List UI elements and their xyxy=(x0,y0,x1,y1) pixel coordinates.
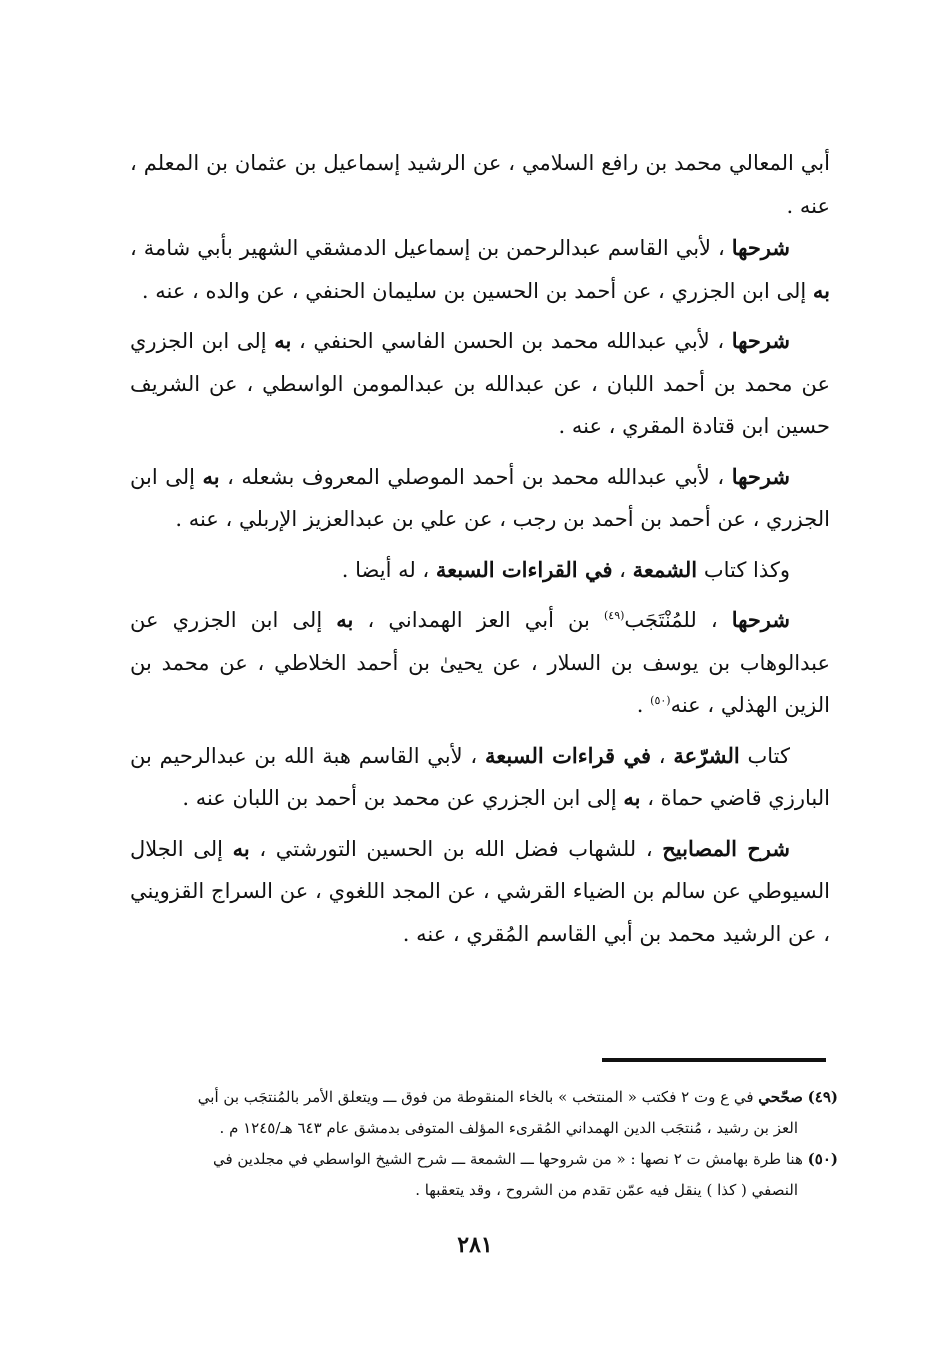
paragraph xyxy=(130,735,830,820)
footnote xyxy=(130,1082,838,1113)
text-run: وكذا كتاب xyxy=(697,557,790,582)
footnote-number: (٥٠) xyxy=(807,1150,838,1168)
text-run: ، لأبي عبدالله محمد بن أحمد الموصلي المعروف بشعله ، xyxy=(219,464,732,489)
bold-term: شرحها xyxy=(731,235,790,260)
footnotes xyxy=(130,1082,838,1206)
footnote-continuation: النصفي ( كذا ) ينقل فيه عمّن تقدم من الشروح ، وقد يتعقبها . xyxy=(415,1181,798,1199)
bold-term: به xyxy=(274,328,292,353)
text-run: كتاب xyxy=(739,743,790,768)
bold-term: به xyxy=(202,463,220,489)
bold-term: شرح المصابيح xyxy=(662,835,790,861)
paragraph xyxy=(130,828,830,956)
text-run: أبي المعالي محمد بن رافع السلامي ، عن الرشيد إسماعيل بن عثمان بن المعلم ، عنه . xyxy=(130,151,830,218)
bold-term: به xyxy=(812,277,830,303)
bold-term: به xyxy=(336,607,354,632)
text-run: . xyxy=(636,693,651,717)
text-run: ، لأبي عبدالله محمد بن الحسن الفاسي الحنفي ، xyxy=(291,329,732,353)
footnote-continuation: العز بن رشيد ، مُنتجَب الدين الهمداني المُقرىء المؤلف المتوفى بدمشق عام ٦٤٣ هـ/١٢٤٥ م . xyxy=(219,1119,798,1137)
text-run: إلى ابن الجزري عن عبدالوهاب بن يوسف بن السلار ، عن يحيىٰ بن أحمد الخلاطي ، عن محمد بن الزين الهذلي ، عنه xyxy=(130,608,830,717)
bold-term: الشمعة xyxy=(632,556,698,582)
bold-term: الشرّعة xyxy=(673,742,740,768)
text-run: ، لأبي القاسم هبة الله بن عبدالرحيم بن البارزي قاضي حماة ، xyxy=(130,743,830,810)
paragraph xyxy=(130,227,830,312)
paragraph xyxy=(130,142,830,227)
text-run: ، للمُنْتَجَب xyxy=(624,608,732,632)
text-run: ، له أيضا . xyxy=(341,557,436,582)
footnote-rule xyxy=(602,1058,826,1062)
paragraph xyxy=(130,549,830,592)
footnote-text: في ع وت ٢ فكتب « المنتخب » بالخاء المنقوطة من فوق ـــ ويتعلق الأمر بالمُنتجَب بن أبي xyxy=(197,1088,759,1106)
bold-term: شرحها xyxy=(731,607,790,632)
bold-term: شرحها xyxy=(731,328,790,353)
text-run: بن أبي العز الهمداني ، xyxy=(353,608,604,632)
footnote-text: هنا طرة بهامش ت ٢ نصها : « من شروحها ـــ الشمعة ـــ شرح الشيخ الواسطي في مجلدين في xyxy=(212,1150,803,1168)
footnote-number: (٤٩) xyxy=(807,1088,838,1106)
text-run: إلى ابن الجزري ، عن أحمد بن الحسين بن سليمان الحنفي ، عن والده ، عنه . xyxy=(141,278,813,303)
paragraph xyxy=(130,320,830,448)
text-run: ، xyxy=(612,557,633,582)
footnote xyxy=(130,1144,838,1175)
text-run: ، xyxy=(651,743,674,768)
text-run: ، لأبي القاسم عبدالرحمن بن إسماعيل الدمشقي الشهير بأبي شامة ، xyxy=(130,236,732,260)
text-run: إلى ابن الجزري عن محمد بن أحمد اللبان ، عن عبدالله بن عبدالمومن الواسطي ، عن الشريف حسين ابن قتادة المقري ، عنه . xyxy=(130,329,830,438)
paragraph xyxy=(130,456,830,541)
paragraph xyxy=(130,599,830,727)
text-run: إلى ابن الجزري عن محمد بن أحمد بن اللبان عنه . xyxy=(182,786,624,810)
bold-term: به xyxy=(623,785,641,810)
bold-term: به xyxy=(232,835,250,861)
text-run: إلى الجلال السيوطي عن سالم بن الضياء القرشي ، عن المجد اللغوي ، عن السراج القزويني ، عن الرشيد محمد بن أبي القاسم المُقري ، عنه . xyxy=(130,836,830,946)
footnote-label: صحّحي xyxy=(758,1088,803,1106)
text-run: إلى ابن الجزري ، عن أحمد بن أحمد بن رجب ، عن علي بن عبدالعزيز الإربلي ، عنه . xyxy=(130,464,830,531)
main-text xyxy=(130,142,830,963)
footnote-ref: (٤٩) xyxy=(604,609,625,622)
page-number: ٢٨١ xyxy=(457,1232,493,1258)
text-run: ، للشهاب فضل الله بن الحسين التورشتي ، xyxy=(249,836,663,861)
bold-term: في القراءات السبعة xyxy=(435,556,613,582)
bold-term: شرحها xyxy=(731,463,790,489)
bold-term: في قراءات السبعة xyxy=(484,742,651,768)
footnote-ref: (٥٠) xyxy=(650,694,671,707)
